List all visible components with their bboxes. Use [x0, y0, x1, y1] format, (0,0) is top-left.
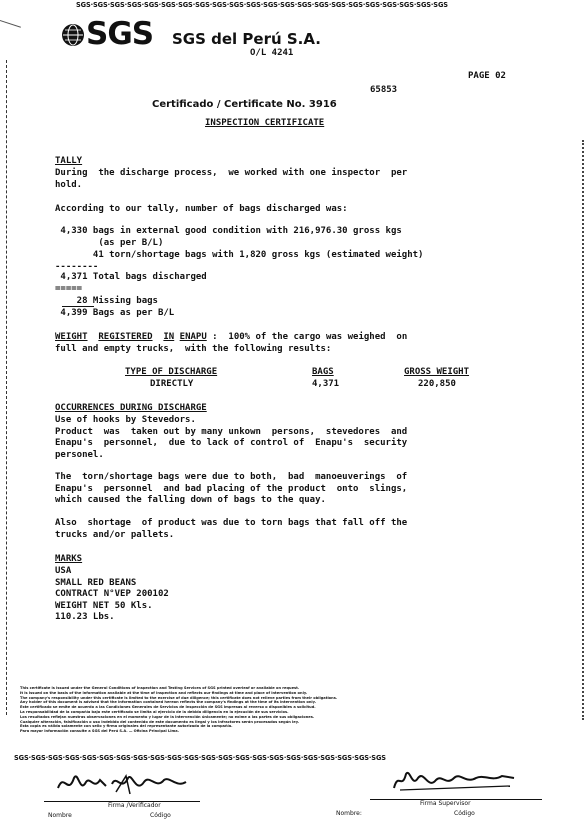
occurrences-paragraph-1: Use of hooks by Stevedors. Product was taken out by many unkown persons, stevedores and Enapu's personnel, due to lack of control of Enapu's security personel.	[55, 415, 408, 460]
weight-paragraph	[55, 332, 407, 355]
corner-fold-line	[0, 20, 21, 113]
right-sgs-border	[582, 140, 584, 720]
tally-heading: TALLY	[55, 156, 83, 166]
certificate-title: Certificado / Certificate No. 3916	[152, 99, 337, 110]
fine-print-line: Esta copia es válida solamente con sello y firma originales del representante autorizado de la compañía.	[20, 724, 233, 729]
weight-heading-word-1: WEIGHT	[55, 332, 88, 342]
label-nombre-left: Nombre	[48, 812, 72, 819]
fine-print-line: Cualquier alteración, falsificación o uso indebido del contenido de este documento es ilegal y los infractores serán procesados según ley.	[20, 719, 300, 724]
label-codigo-right: Código	[454, 810, 475, 817]
fine-print-line: La responsabilidad de la compañía bajo este certificado se limita al ejercicio de la debida diligencia en la ejecución de sus servicios.	[20, 709, 289, 714]
company-name: SGS del Perú S.A.	[172, 30, 321, 48]
bags-as-per-bl: 4,399 Bags as per B/L	[55, 308, 175, 318]
table-header-gross-weight: GROSS WEIGHT	[404, 367, 470, 377]
missing-bags-underline	[62, 306, 94, 307]
weight-heading-word-4: ENAPU	[179, 332, 207, 342]
verifier-signature	[56, 768, 196, 802]
tally-divider-1: --------	[55, 262, 99, 272]
fine-print-block	[20, 686, 564, 734]
marks-lines: USA SMALL RED BEANS CONTRACT N°VEP 200102 WEIGHT NET 50 Kls. 110.23 Lbs.	[55, 566, 169, 622]
bags-good-condition: 4,330 bags in external good condition with 216,976.30 gross kgs (as per B/L)	[60, 226, 402, 248]
table-header-type: TYPE OF DISCHARGE	[125, 367, 218, 377]
tally-divider-2: =====	[55, 284, 83, 294]
fine-print-line: The company's responsibility under this certificate is limited to the exercise of due diligence; this certificate does not relieve parties from their obligations.	[20, 695, 338, 700]
weight-text-second: full and empty trucks, with the following results:	[55, 343, 332, 354]
table-header-bags: BAGS	[312, 367, 334, 377]
table-cell-type: DIRECTLY	[150, 379, 194, 389]
tally-paragraph-2: According to our tally, number of bags discharged was:	[55, 204, 348, 214]
ol-reference: O/L 4241	[250, 48, 294, 58]
sgs-border-bottom: SGS·SGS·SGS·SGS·SGS·SGS·SGS·SGS·SGS·SGS·SGS·SGS·SGS·SGS·SGS·SGS·SGS·SGS·SGS·SGS·SGS·SGS	[14, 754, 386, 762]
sgs-logo-text: SGS	[86, 16, 154, 52]
fine-print-line: This certificate is issued under the General Conditions of Inspection and Testing Services of SGS printed overleaf or available on request.	[20, 686, 300, 690]
weight-text-first: : 100% of the cargo was weighed on	[206, 332, 408, 342]
left-perforation	[6, 60, 7, 715]
fine-print-line: Any holder of this document is advised that the information contained hereon reflects the company's findings at the time of its intervention only.	[20, 700, 316, 705]
table-cell-bags: 4,371	[312, 379, 340, 389]
sgs-border-top: SGS·SGS·SGS·SGS·SGS·SGS·SGS·SGS·SGS·SGS·SGS·SGS·SGS·SGS·SGS·SGS·SGS·SGS·SGS·SGS·SGS·SGS	[76, 1, 448, 9]
fine-print-line: Para mayor información consulte a SGS del Perú S.A. — Oficina Principal Lima.	[20, 729, 180, 734]
occurrences-paragraph-2: The torn/shortage bags were due to both, bad manoeuverings of Enapu's personnel and bad placing of the product onto slings, which caused the falling down of bags to the quay.	[55, 472, 408, 505]
marks-heading: MARKS	[55, 554, 83, 564]
weight-heading-word-2: REGISTERED	[98, 332, 153, 342]
document-number: 65853	[370, 85, 398, 95]
label-nombre-right: Nombre:	[336, 810, 362, 817]
label-firma-supervisor: Firma Supervisor	[420, 800, 471, 807]
fine-print-line: Los resultados reflejan nuestras observaciones en el momento y lugar de la intervención únicamente; no exime a las partes de sus obligaciones.	[20, 714, 315, 719]
inspection-certificate-title: INSPECTION CERTIFICATE	[205, 118, 325, 128]
fine-print-line: Este certificado se emite de acuerdo a las Condiciones Generales de Servicios de Inspección de SGS impresas al reverso o disponibles a solicitud.	[20, 705, 316, 710]
occurrences-heading: OCCURRENCES DURING DISCHARGE	[55, 403, 207, 413]
supervisor-signature	[390, 766, 530, 796]
label-codigo-left: Código	[150, 812, 171, 819]
fine-print-line: It is issued on the basis of the information available at the time of inspection and reflects our findings at time and place of intervention only.	[20, 690, 308, 695]
table-cell-gross-weight: 220,850	[418, 379, 456, 389]
sgs-globe-icon	[62, 24, 84, 46]
page-number: PAGE 02	[468, 71, 506, 81]
tally-paragraph-1: During the discharge process, we worked with one inspector per hold.	[55, 168, 408, 190]
bags-torn-shortage: 41 torn/shortage bags with 1,820 gross kgs (estimated weight)	[55, 250, 424, 260]
label-firma-verificador: Firma /Verificador	[108, 802, 161, 809]
weight-heading-word-3: IN	[163, 332, 175, 342]
missing-bags: 28 Missing bags	[55, 296, 158, 306]
total-bags-discharged: 4,371 Total bags discharged	[55, 272, 207, 282]
occurrences-paragraph-3: Also shortage of product was due to torn bags that fall off the trucks and/or pallets.	[55, 518, 408, 540]
